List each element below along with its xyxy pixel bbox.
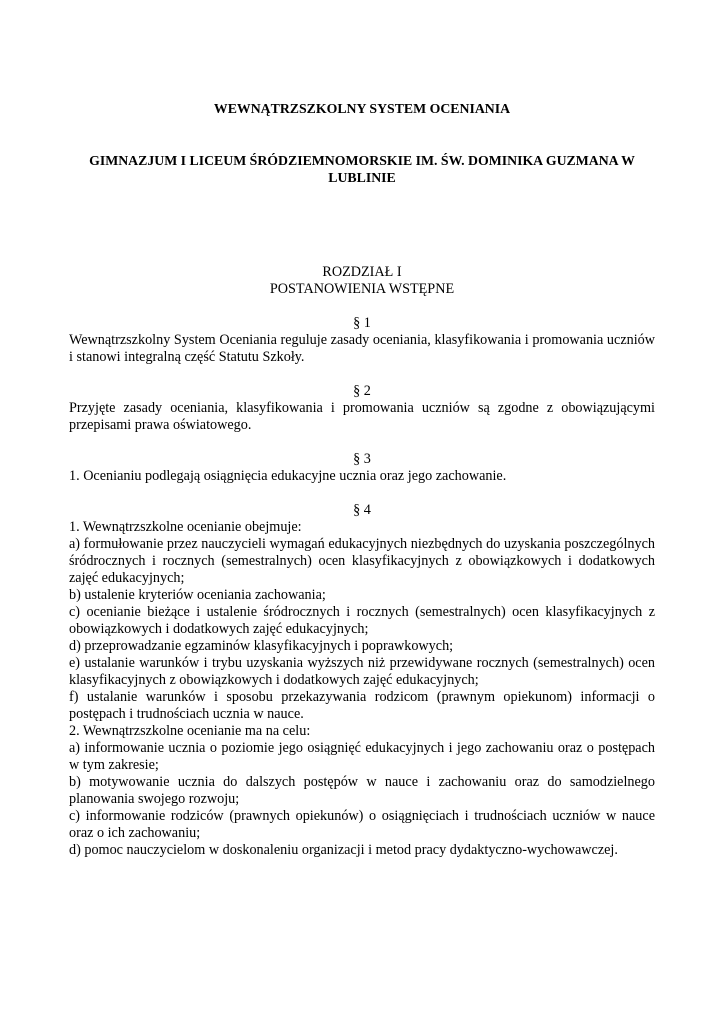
section-mark: § 3 [353, 451, 371, 467]
list-item: a) formułowanie przez nauczycieli wymagań edukacyjnych niezbędnych do uzyskania poszczególnych śródrocznych i rocznych (semestralnych) ocen klasyfikacyjnych z obowiązkowych i dodatkowych zajęć edukacyjnych; [69, 536, 655, 586]
list-item: f) ustalanie warunków i sposobu przekazywania rodzicom (prawnym opiekunom) informacji o postępach i trudnościach ucznia w nauce. [69, 689, 655, 722]
section-mark: § 2 [353, 383, 371, 399]
section-mark: § 1 [353, 315, 371, 331]
chapter-number: ROZDZIAŁ I [322, 264, 402, 280]
section-paragraph: Przyjęte zasady oceniania, klasyfikowania i promowania uczniów są zgodne z obowiązującymi przepisami prawa oświatowego. [69, 400, 655, 433]
section-1 [69, 315, 655, 366]
list-item: b) ustalenie kryteriów oceniania zachowania; [69, 587, 326, 603]
list-item: c) ocenianie bieżące i ustalenie śródrocznych i rocznych (semestralnych) ocen klasyfikacyjnych z obowiązkowych i dodatkowych zajęć edukacyjnych; [69, 604, 655, 637]
list-item: 2. Wewnątrzszkolne ocenianie ma na celu: [69, 723, 311, 739]
section-mark: § 4 [353, 502, 371, 518]
list-item: b) motywowanie ucznia do dalszych postępów w nauce i zachowaniu oraz do samodzielnego planowania swojego rozwoju; [69, 774, 655, 807]
list-item: a) informowanie ucznia o poziomie jego osiągnięć edukacyjnych i jego zachowaniu oraz o postępach w tym zakresie; [69, 740, 655, 773]
school-name: GIMNAZJUM I LICEUM ŚRÓDZIEMNOMORSKIE IM. ŚW. DOMINIKA GUZMANA W LUBLINIE [89, 153, 635, 185]
section-4-items [69, 519, 655, 859]
section-paragraph: 1. Ocenianiu podlegają osiągnięcia edukacyjne ucznia oraz jego zachowanie. [69, 468, 507, 484]
chapter-name: POSTANOWIENIA WSTĘPNE [269, 281, 455, 297]
list-item: e) ustalanie warunków i trybu uzyskania wyższych niż przewidywane rocznych (semestralnych) ocen klasyfikacyjnych z obowiązkowych i dodatkowych zajęć edukacyjnych; [69, 655, 655, 688]
list-item: d) przeprowadzanie egzaminów klasyfikacyjnych i poprawkowych; [69, 638, 454, 654]
section-4 [69, 502, 655, 859]
list-item: d) pomoc nauczycielom w doskonaleniu organizacji i metod pracy dydaktyczno-wychowawczej. [69, 842, 618, 858]
list-item: 1. Wewnątrzszkolne ocenianie obejmuje: [69, 519, 302, 535]
chapter-heading [69, 264, 655, 298]
section-3 [69, 451, 655, 485]
section-paragraph: Wewnątrzszkolny System Oceniania reguluje zasady oceniania, klasyfikowania i promowania uczniów i stanowi integralną część Statutu Szkoły. [69, 332, 655, 365]
section-2 [69, 383, 655, 434]
document-content [69, 100, 655, 859]
document-title: WEWNĄTRZSZKOLNY SYSTEM OCENIANIA [213, 101, 511, 116]
list-item: c) informowanie rodziców (prawnych opiekunów) o osiągnięciach i trudnościach uczniów w nauce oraz o ich zachowaniu; [69, 808, 655, 841]
